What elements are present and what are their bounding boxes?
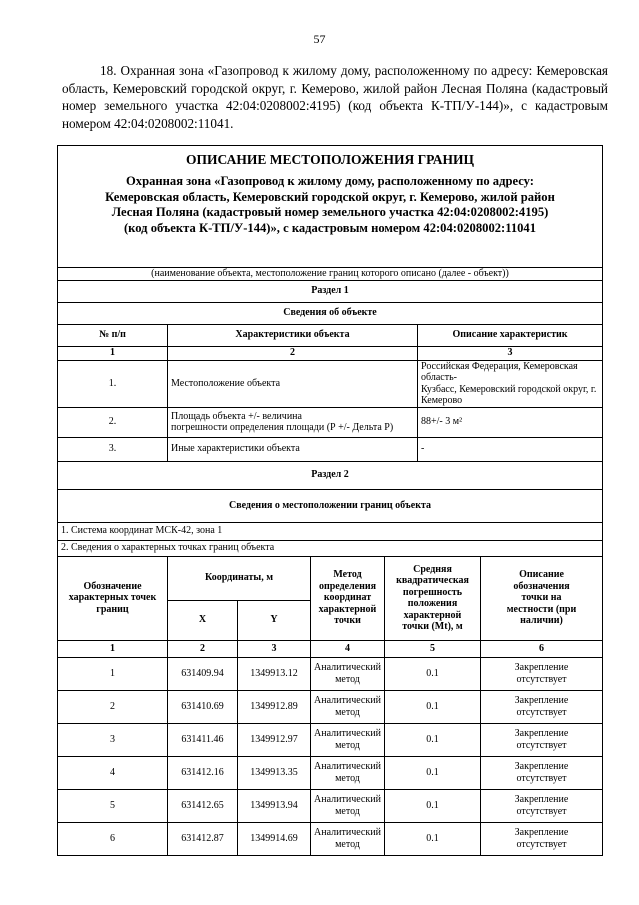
point-description: Закрепление отсутствует	[481, 657, 603, 690]
col-number: 1	[58, 640, 168, 657]
point-id: 3	[58, 723, 168, 756]
coordinate-system: 1. Система координат МСК-42, зона 1	[58, 522, 603, 540]
header-note: (наименование объекта, местоположение границ которого описано (далее - объект))	[58, 268, 603, 281]
point-method: Аналитический метод	[311, 657, 385, 690]
point-description: Закрепление отсутствует	[481, 690, 603, 723]
point-id: 1	[58, 657, 168, 690]
point-x: 631410.69	[168, 690, 238, 723]
section1-title-row	[58, 280, 603, 302]
table-row	[58, 789, 603, 822]
document-header-row	[58, 146, 603, 268]
col-number: 6	[481, 640, 603, 657]
table-row	[58, 822, 603, 855]
characteristic-value: Российская Федерация, Кемеровская область- Кузбасс, Кемеровский городской округ, г. Кемерово	[418, 360, 603, 407]
point-method: Аналитический метод	[311, 723, 385, 756]
col-number: 1	[58, 346, 168, 360]
characteristic-value: 88+/- 3 м²	[418, 407, 603, 437]
point-x: 631411.46	[168, 723, 238, 756]
point-error: 0.1	[385, 789, 481, 822]
col-header-y: Y	[238, 600, 311, 640]
row-number: 3.	[58, 437, 168, 461]
point-y: 1349913.12	[238, 657, 311, 690]
section1-subtitle-row	[58, 302, 603, 324]
col-header-designation: Обозначение характерных точек границ	[58, 556, 168, 640]
document-title: ОПИСАНИЕ МЕСТОПОЛОЖЕНИЯ ГРАНИЦ	[186, 152, 474, 167]
intro-paragraph: 18. Охранная зона «Газопровод к жилому дому, расположенному по адресу: Кемеровская область, Кемеровский городской округ, г. Кемерово, жилой район Лесная Поляна (кадастровый номер земельного участка 42:04:0208002:4195) (код объекта К-ТП/У-144)», с кадастровым номером 42:04:0208002:11041.	[62, 63, 608, 131]
point-x: 631412.87	[168, 822, 238, 855]
col-header-coordinates: Координаты, м	[168, 556, 311, 600]
point-x: 631409.94	[168, 657, 238, 690]
point-id: 5	[58, 789, 168, 822]
section2-title-row	[58, 461, 603, 489]
points-caption: 2. Сведения о характерных точках границ объекта	[58, 540, 603, 556]
point-description: Закрепление отсутствует	[481, 756, 603, 789]
point-y: 1349912.97	[238, 723, 311, 756]
table-row	[58, 723, 603, 756]
section1-title: Раздел 1	[58, 280, 603, 302]
point-description: Закрепление отсутствует	[481, 789, 603, 822]
point-error: 0.1	[385, 690, 481, 723]
point-method: Аналитический метод	[311, 789, 385, 822]
object-name-line-1: Охранная зона «Газопровод к жилому дому, расположенному по адресу:	[126, 174, 534, 188]
section1-row-location	[58, 360, 603, 407]
characteristic-name: Иные характеристики объекта	[168, 437, 418, 461]
col-number: 3	[418, 346, 603, 360]
point-description: Закрепление отсутствует	[481, 723, 603, 756]
col-header-method: Метод определения координат характерной точки	[311, 556, 385, 640]
point-description: Закрепление отсутствует	[481, 822, 603, 855]
col-header-x: X	[168, 600, 238, 640]
point-x: 631412.16	[168, 756, 238, 789]
table-row	[58, 756, 603, 789]
points-header-row-1	[58, 556, 603, 600]
characteristic-value: -	[418, 437, 603, 461]
object-name-line-2: Кемеровская область, Кемеровский городской округ, г. Кемерово, жилой район	[105, 189, 555, 204]
points-caption-row	[58, 540, 603, 556]
col-number: 5	[385, 640, 481, 657]
col-number: 2	[168, 346, 418, 360]
section2-subtitle: Сведения о местоположении границ объекта	[58, 489, 603, 522]
point-method: Аналитический метод	[311, 756, 385, 789]
point-y: 1349912.89	[238, 690, 311, 723]
col-number: 3	[238, 640, 311, 657]
point-y: 1349913.35	[238, 756, 311, 789]
point-id: 6	[58, 822, 168, 855]
col-number: 2	[168, 640, 238, 657]
section1-row-area	[58, 407, 603, 437]
col-number: 4	[311, 640, 385, 657]
boundary-description-table	[57, 145, 603, 856]
col-header-error: Средняя квадратическая погрешность положения характерной точки (Mt), м	[385, 556, 481, 640]
point-y: 1349913.94	[238, 789, 311, 822]
point-error: 0.1	[385, 657, 481, 690]
page-number: 57	[313, 32, 326, 46]
section2-subtitle-row	[58, 489, 603, 522]
points-table-body	[58, 657, 603, 855]
points-colnum-row	[58, 640, 603, 657]
object-name-line-4: (код объекта К-ТП/У-144)», с кадастровым номером 42:04:0208002:11041	[123, 220, 537, 235]
header-note-row	[58, 268, 603, 281]
point-method: Аналитический метод	[311, 822, 385, 855]
section1-row-other	[58, 437, 603, 461]
row-number: 1.	[58, 360, 168, 407]
col-header-point-description: Описание обозначения точки на местности (при наличии)	[481, 556, 603, 640]
table-row	[58, 657, 603, 690]
point-id: 2	[58, 690, 168, 723]
col-header-characteristic: Характеристики объекта	[168, 324, 418, 346]
point-error: 0.1	[385, 822, 481, 855]
point-y: 1349914.69	[238, 822, 311, 855]
section1-header-row	[58, 324, 603, 346]
col-header-description: Описание характеристик	[418, 324, 603, 346]
section1-colnum-row	[58, 346, 603, 360]
point-error: 0.1	[385, 756, 481, 789]
characteristic-name: Площадь объекта +/- величина погрешности определения площади (Р +/- Дельта Р)	[168, 407, 418, 437]
table-row	[58, 690, 603, 723]
point-method: Аналитический метод	[311, 690, 385, 723]
object-name-line-3: Лесная Поляна (кадастровый номер земельного участка 42:04:0208002:4195)	[111, 205, 549, 219]
coord-system-row	[58, 522, 603, 540]
section2-title: Раздел 2	[58, 461, 603, 489]
col-header-num: № п/п	[58, 324, 168, 346]
point-error: 0.1	[385, 723, 481, 756]
row-number: 2.	[58, 407, 168, 437]
point-id: 4	[58, 756, 168, 789]
point-x: 631412.65	[168, 789, 238, 822]
section1-subtitle: Сведения об объекте	[58, 302, 603, 324]
characteristic-name: Местоположение объекта	[168, 360, 418, 407]
